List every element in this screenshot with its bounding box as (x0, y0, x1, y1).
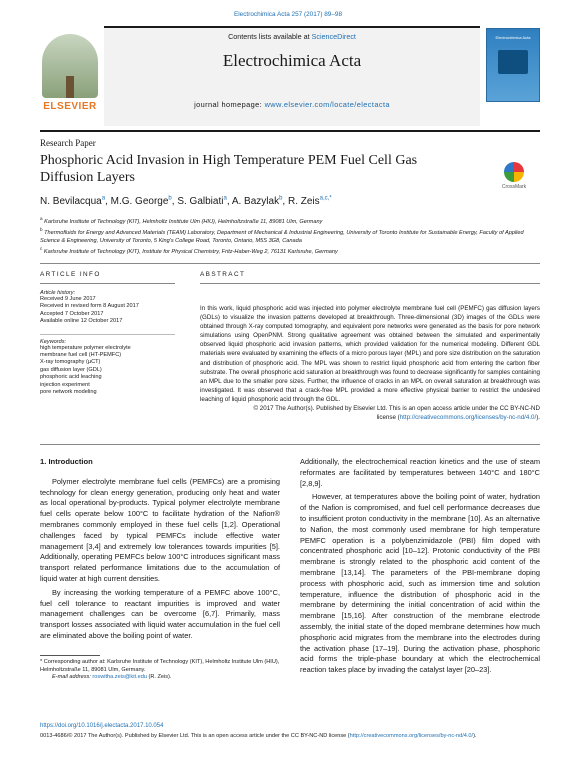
corresponding-author-footnote (40, 659, 280, 682)
homepage-prefix: journal homepage: (194, 100, 265, 109)
author-list (40, 196, 332, 207)
history-list (40, 296, 175, 326)
affiliation-marker: a (40, 216, 43, 221)
keyword: membrane fuel cell (HT-PEMFC) (40, 352, 122, 359)
cover-image (498, 50, 528, 74)
author[interactable] (288, 196, 332, 207)
author-affiliation-marker[interactable]: b (279, 196, 283, 202)
author-name: M.G. George (110, 196, 169, 208)
intro-paragraph-3: Additionally, the electrochemical reaction kinetics and the use of steam reformates are facilitated by temperatures between 140°C and 180°C [2,8,9]. (300, 457, 540, 488)
keywords-label: Keywords: (40, 338, 67, 345)
copyright-license-link[interactable]: http://creativecommons.org/licenses/by-nc-nd/4.0/ (349, 733, 474, 739)
affiliation-text: Karlsruhe Institute of Technology (KIT), Helmholtz Institute Ulm (HIU), Helmholtzstraße 11, 89081 Ulm, Germany (42, 218, 323, 225)
affiliation (40, 226, 540, 245)
history-item: Received in revised form 8 August 2017 (40, 303, 139, 310)
contents-prefix: Contents lists available at (228, 32, 312, 41)
history-item: Available online 12 October 2017 (40, 318, 123, 325)
keyword: X-ray tomography (µCT) (40, 359, 101, 366)
elsevier-wordmark: ELSEVIER (43, 101, 97, 112)
history-item: Accepted 7 October 2017 (40, 310, 104, 317)
crossmark-badge[interactable] (484, 162, 544, 190)
license-link[interactable]: http://creativecommons.org/licenses/by-nc-nd/4.0/ (399, 414, 537, 422)
author-separator: , (226, 196, 232, 208)
keyword-list (40, 345, 175, 397)
email-suffix: (R. Zeis). (146, 674, 172, 681)
keyword: injection experiment (40, 381, 90, 388)
sciencedirect-link[interactable]: ScienceDirect (311, 32, 356, 41)
masthead (40, 26, 540, 128)
history-label: Article history: (40, 290, 76, 296)
keyword: high temperature polymer electrolyte (40, 344, 131, 351)
journal-citation[interactable]: Electrochimica Acta 257 (2017) 89–98 (234, 11, 342, 18)
copyright-line (40, 732, 540, 740)
abstract-license (200, 404, 540, 422)
crossmark-icon (504, 162, 524, 182)
meta-divider (40, 263, 540, 264)
author-affiliation-marker[interactable]: b (168, 196, 172, 202)
author[interactable] (111, 196, 178, 207)
abstract-heading: ABSTRACT (200, 271, 246, 278)
footnote-email-line (40, 674, 280, 682)
doi-link[interactable]: https://doi.org/10.1016/j.electacta.2017.10.054 (40, 723, 164, 729)
author-name: S. Galbiati (177, 196, 224, 208)
author-affiliation-marker[interactable]: a (101, 196, 106, 202)
affiliation-text: Thermofluids for Energy and Advanced Materials (TEAM) Laboratory, Department of Mechanical & Industrial Engineering, University of Toronto Institute for Sustainable Energy, Faculty of Applied Science & Engineering, University of Toronto, 5 King's College Road, Toronto, Ontario, M5S 3G8, Canada (40, 229, 524, 244)
keyword: phosphoric acid leaching (40, 374, 102, 381)
contents-line (104, 32, 480, 41)
abstract (200, 271, 540, 422)
affiliation-list (40, 215, 540, 256)
journal-cover-thumbnail[interactable] (486, 28, 540, 102)
intro-paragraph-2: By increasing the working temperature of a PEMFC above 100°C, fuel cell tolerance to reactant impurities is improved and water management challenges can be overcome [6,7]. Primarily, mass transport losses associated with liquid water accumulation in the fuel cell are eliminated above the boiling point of water. (40, 587, 280, 640)
keyword: pore network modeling (40, 389, 97, 396)
section-heading-introduction: 1. Introduction (40, 457, 93, 466)
license-prefix: license ( (376, 414, 400, 422)
article-info (40, 271, 175, 396)
journal-title: Electrochimica Acta (222, 51, 362, 70)
copyright-prefix: 0013-4686/© 2017 The Author(s). Published by Elsevier Ltd. This is an open access article under the CC BY-NC-ND license ( (40, 733, 350, 739)
body-right-column (300, 457, 540, 679)
article-type: Research Paper (40, 138, 96, 148)
homepage-link[interactable]: www.elsevier.com/locate/electacta (264, 100, 390, 109)
author[interactable] (40, 196, 111, 207)
affiliation-marker: c (40, 245, 43, 251)
intro-paragraph-1: Polymer electrolyte membrane fuel cells (PEMFCs) are a promising technology for clean energy generation, producing only heat and water as local operational by-products. Typical polymer electrolyte membrane fuel cells operate below 100°C to facilitate hydration of the Nafion® membranes commonly employed in these fuel cells [1,2]. Operational challenges faced by typical PEMFCs include effective water management [3,4] and extremely low tolerances towards impurities [5]. Additionally, operating PEMFCs below 100°C introduces significant mass transport related performance limitations due to the accumulation of liquid water at high current densities. (40, 476, 280, 583)
masthead-divider (40, 130, 540, 132)
history-item: Received 9 June 2017 (40, 296, 96, 302)
author-name: R. Zeis (287, 196, 320, 208)
affiliation-marker: b (40, 226, 43, 232)
affiliation (40, 245, 540, 256)
cover-title: Electrochimica Acta (495, 35, 531, 40)
elsevier-logo[interactable] (40, 26, 100, 126)
journal-header-box (104, 26, 480, 126)
author-name: N. Bevilacqua (40, 196, 102, 208)
article-title: Phosphoric Acid Invasion in High Temperature PEM Fuel Cell Gas Diffusion Layers (40, 153, 418, 185)
author[interactable] (232, 196, 288, 207)
intro-paragraph-4: However, at temperatures above the boiling point of water, hydration of the Nafion is compromised, and fuel cell performance decreases due to insufficient proton conductivity in the membrane [10]. As an alternative to Nafion, the most commonly used membrane for high temperature PEMFC operation is a polybenzimidazole (PBI) film doped with concentrated phosphoric acid [10–12]. Protonic conductivity of the PBI membrane is strongly related to the phosphoric acid content of the membrane [13,14]. The parameters of the PBI-membrane doping process with phosphoric acid, such as immersion time and solution temperature, influence the distribution of phosphoric acid in the membrane by determining the initial concentration of acid within the membrane [15,16]. After construction of the membrane electrode assembly, the initial state of the doped membrane determines how much phosphoric acid migrates from the membrane into the electrodes during the activation phase [17–19]. During the activation phase, phosphoric acid forms the triple-phase boundary at which the electrochemical reaction takes place by invading the catalyst layer [20–23]. (300, 492, 540, 675)
footnote-corresponding: * Corresponding author at: Karlsruhe Institute of Technology (KIT), Helmholtz Institute Ulm (HIU), Helmholtzstraße 11, 89081 Ulm, Germany. (40, 659, 280, 673)
body-left-column (40, 457, 280, 645)
author[interactable] (177, 196, 232, 207)
affiliation (40, 215, 540, 226)
author-name: A. Bazylak (231, 196, 280, 208)
journal-homepage (104, 100, 480, 109)
license-line1: © 2017 The Author(s). Published by Elsevier Ltd. This is an open access article under the CC BY-NC-ND (253, 405, 540, 413)
author-separator: , (171, 196, 178, 208)
email-label: E-mail address: (52, 674, 93, 681)
abstract-text: In this work, liquid phosphoric acid was injected into polymer electrolyte membrane fuel cell (PEMFC) gas diffusion layers (GDLs) to visualize the invasion patterns developed at breakthrough. Three-dimensional (3D) images of the GDLs were obtained through X-ray computed tomography, and equivalent pore networks were generated as the basis for pore network simulations using OpenPNM. Strong qualitative agreement was obtained between the simulated and experimentally observed liquid phosphoric acid invasion patterns, which provided validation for the numerical modeling. Different GDL materials were evaluated by examining the effects of a micro porous layer (MPL) and pore size distribution on the saturation and distribution of phosphoric acid. The MPL was shown to restrict liquid phosphoric acid from entering the carbon fiber substrate. The overall phosphoric acid saturation at breakthrough was found to decrease significantly for samples containing an MPL due to the smaller pore sizes. Further, the influence of cracks in an MPL on overall saturation at breakthrough was investigated. It was observed that a crack-free MPL provided a more effective physical barrier to restrict the undesired leaching of liquid phosphoric acid through the GDL. (200, 305, 540, 403)
affiliation-text: Karlsruhe Institute of Technology (KIT), Institute for Physical Chemistry, Fritz-Haber-Weg 2, 76131 Karlsruhe, Germany (42, 248, 338, 255)
author-separator: , (105, 196, 111, 208)
copyright-suffix: ). (473, 733, 477, 739)
author-separator: , (282, 196, 288, 208)
keyword: gas diffusion layer (GDL) (40, 366, 102, 373)
license-suffix: ). (536, 414, 540, 422)
author-affiliation-marker[interactable]: a (223, 196, 227, 202)
email-link[interactable]: roswitha.zeis@kit.edu (92, 674, 147, 681)
footnote-divider (40, 655, 100, 656)
crossmark-label: CrossMark (501, 184, 527, 190)
author-affiliation-marker[interactable]: a,c,* (319, 196, 332, 202)
elsevier-tree-icon (42, 34, 98, 98)
abstract-divider (40, 444, 540, 445)
article-info-heading: ARTICLE INFO (40, 271, 101, 278)
